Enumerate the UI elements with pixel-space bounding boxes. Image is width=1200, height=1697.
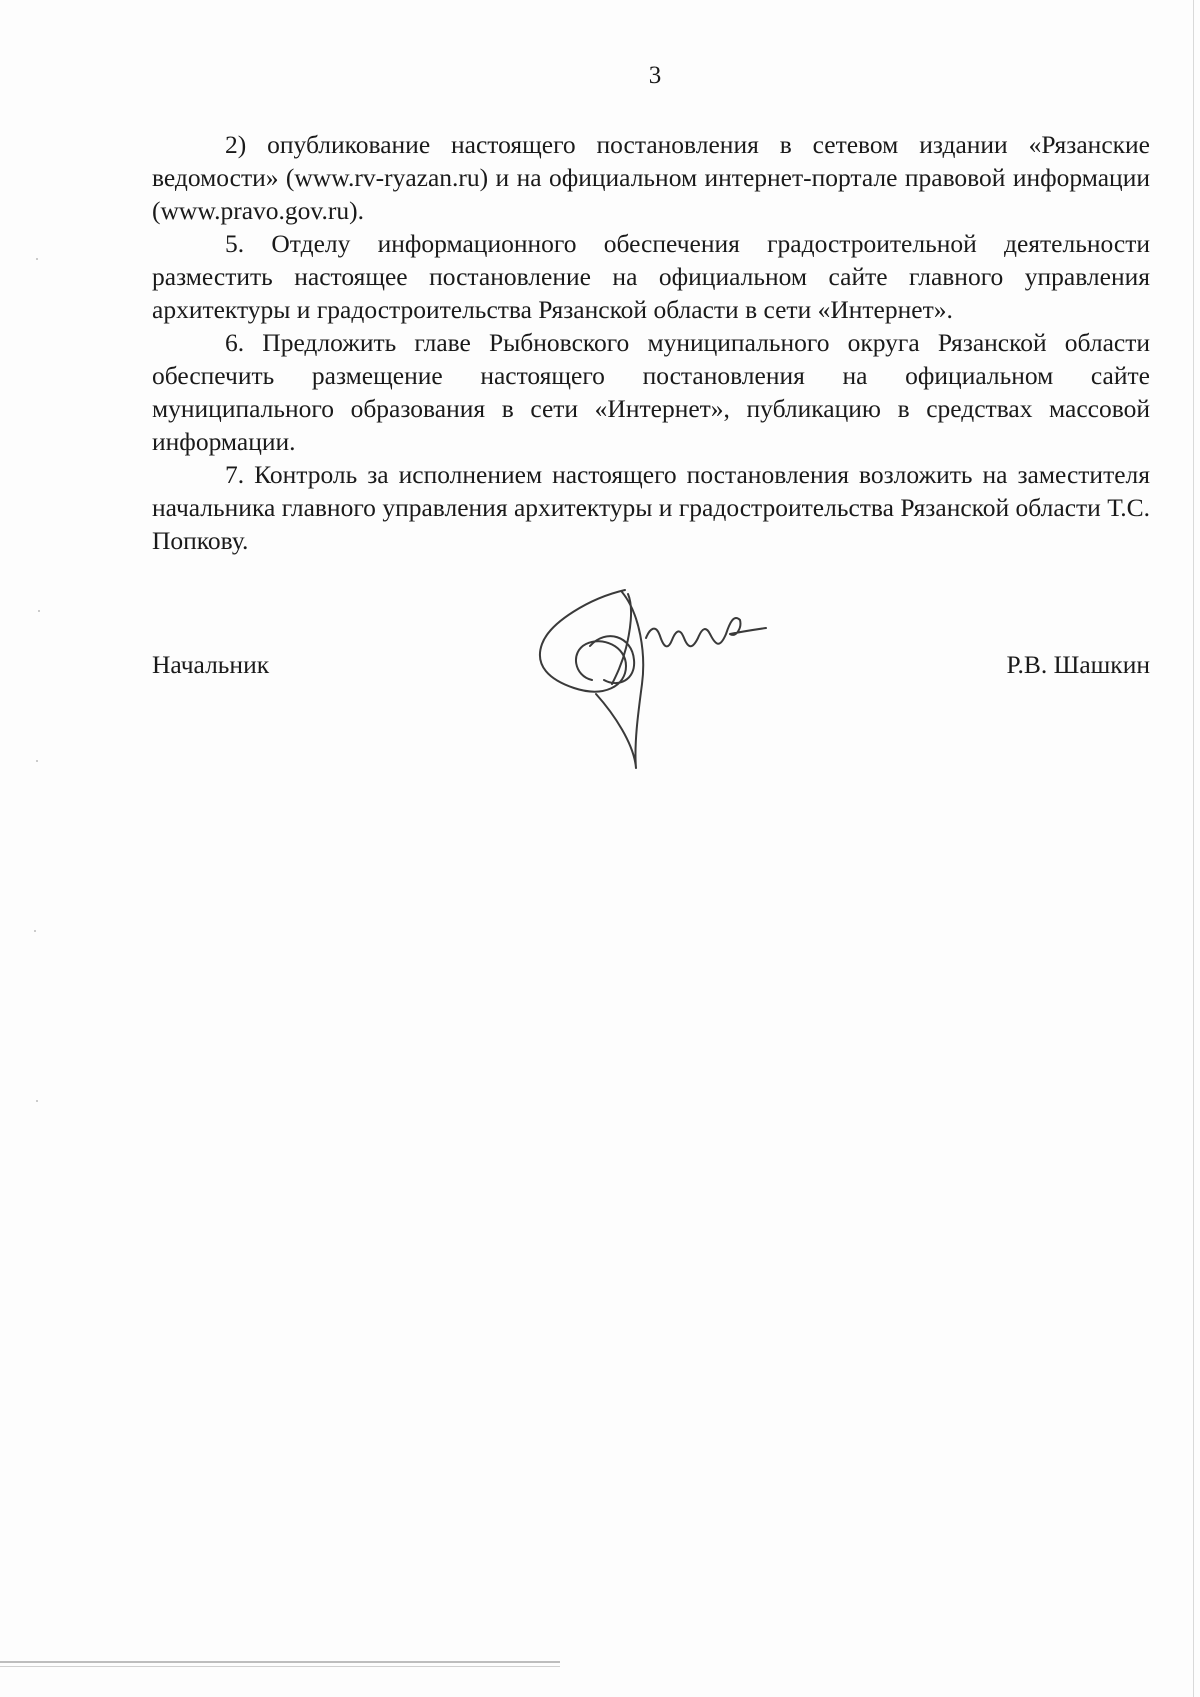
signatory-name: Р.В. Шашкин [1006,650,1150,679]
scan-speck [38,610,40,612]
handwritten-signature-icon [530,584,810,774]
signatory-title: Начальник [152,650,270,679]
paragraph-item-5: 5. Отделу информационного обеспечения градостроительной деятельности разместить настоящее постановление на официальном сайте главного управления архитектуры и градостроительства Рязанской области в сети «Интернет». [152,229,1150,324]
paragraph-item-7: 7. Контроль за исполнением настоящего постановления возложить на заместителя начальника главного управления архитектуры и градостроительства Рязанской области Т.С. Попкову. [152,460,1150,555]
scan-speck [34,930,36,932]
scan-speck [36,760,38,762]
scan-edge-bottom-secondary [0,1666,560,1667]
scan-edge-right [1193,0,1194,1697]
scan-speck [36,258,38,260]
scan-speck [36,1100,38,1102]
scan-edge-bottom [0,1661,560,1663]
paragraph-publication: 2) опубликование настоящего постановления в сетевом издании «Рязанские ведомости» (www.rv-ryazan.ru) и на официальном интернет-портале правовой информации (www.pravo.gov.ru). [152,130,1150,225]
paragraph-item-6: 6. Предложить главе Рыбновского муниципального округа Рязанской области обеспечить размещение настоящего постановления на официальном сайте муниципального образования в сети «Интернет», публикацию в средствах массовой информации. [152,328,1150,456]
page-number: 3 [648,62,662,89]
document-body [152,128,1150,557]
